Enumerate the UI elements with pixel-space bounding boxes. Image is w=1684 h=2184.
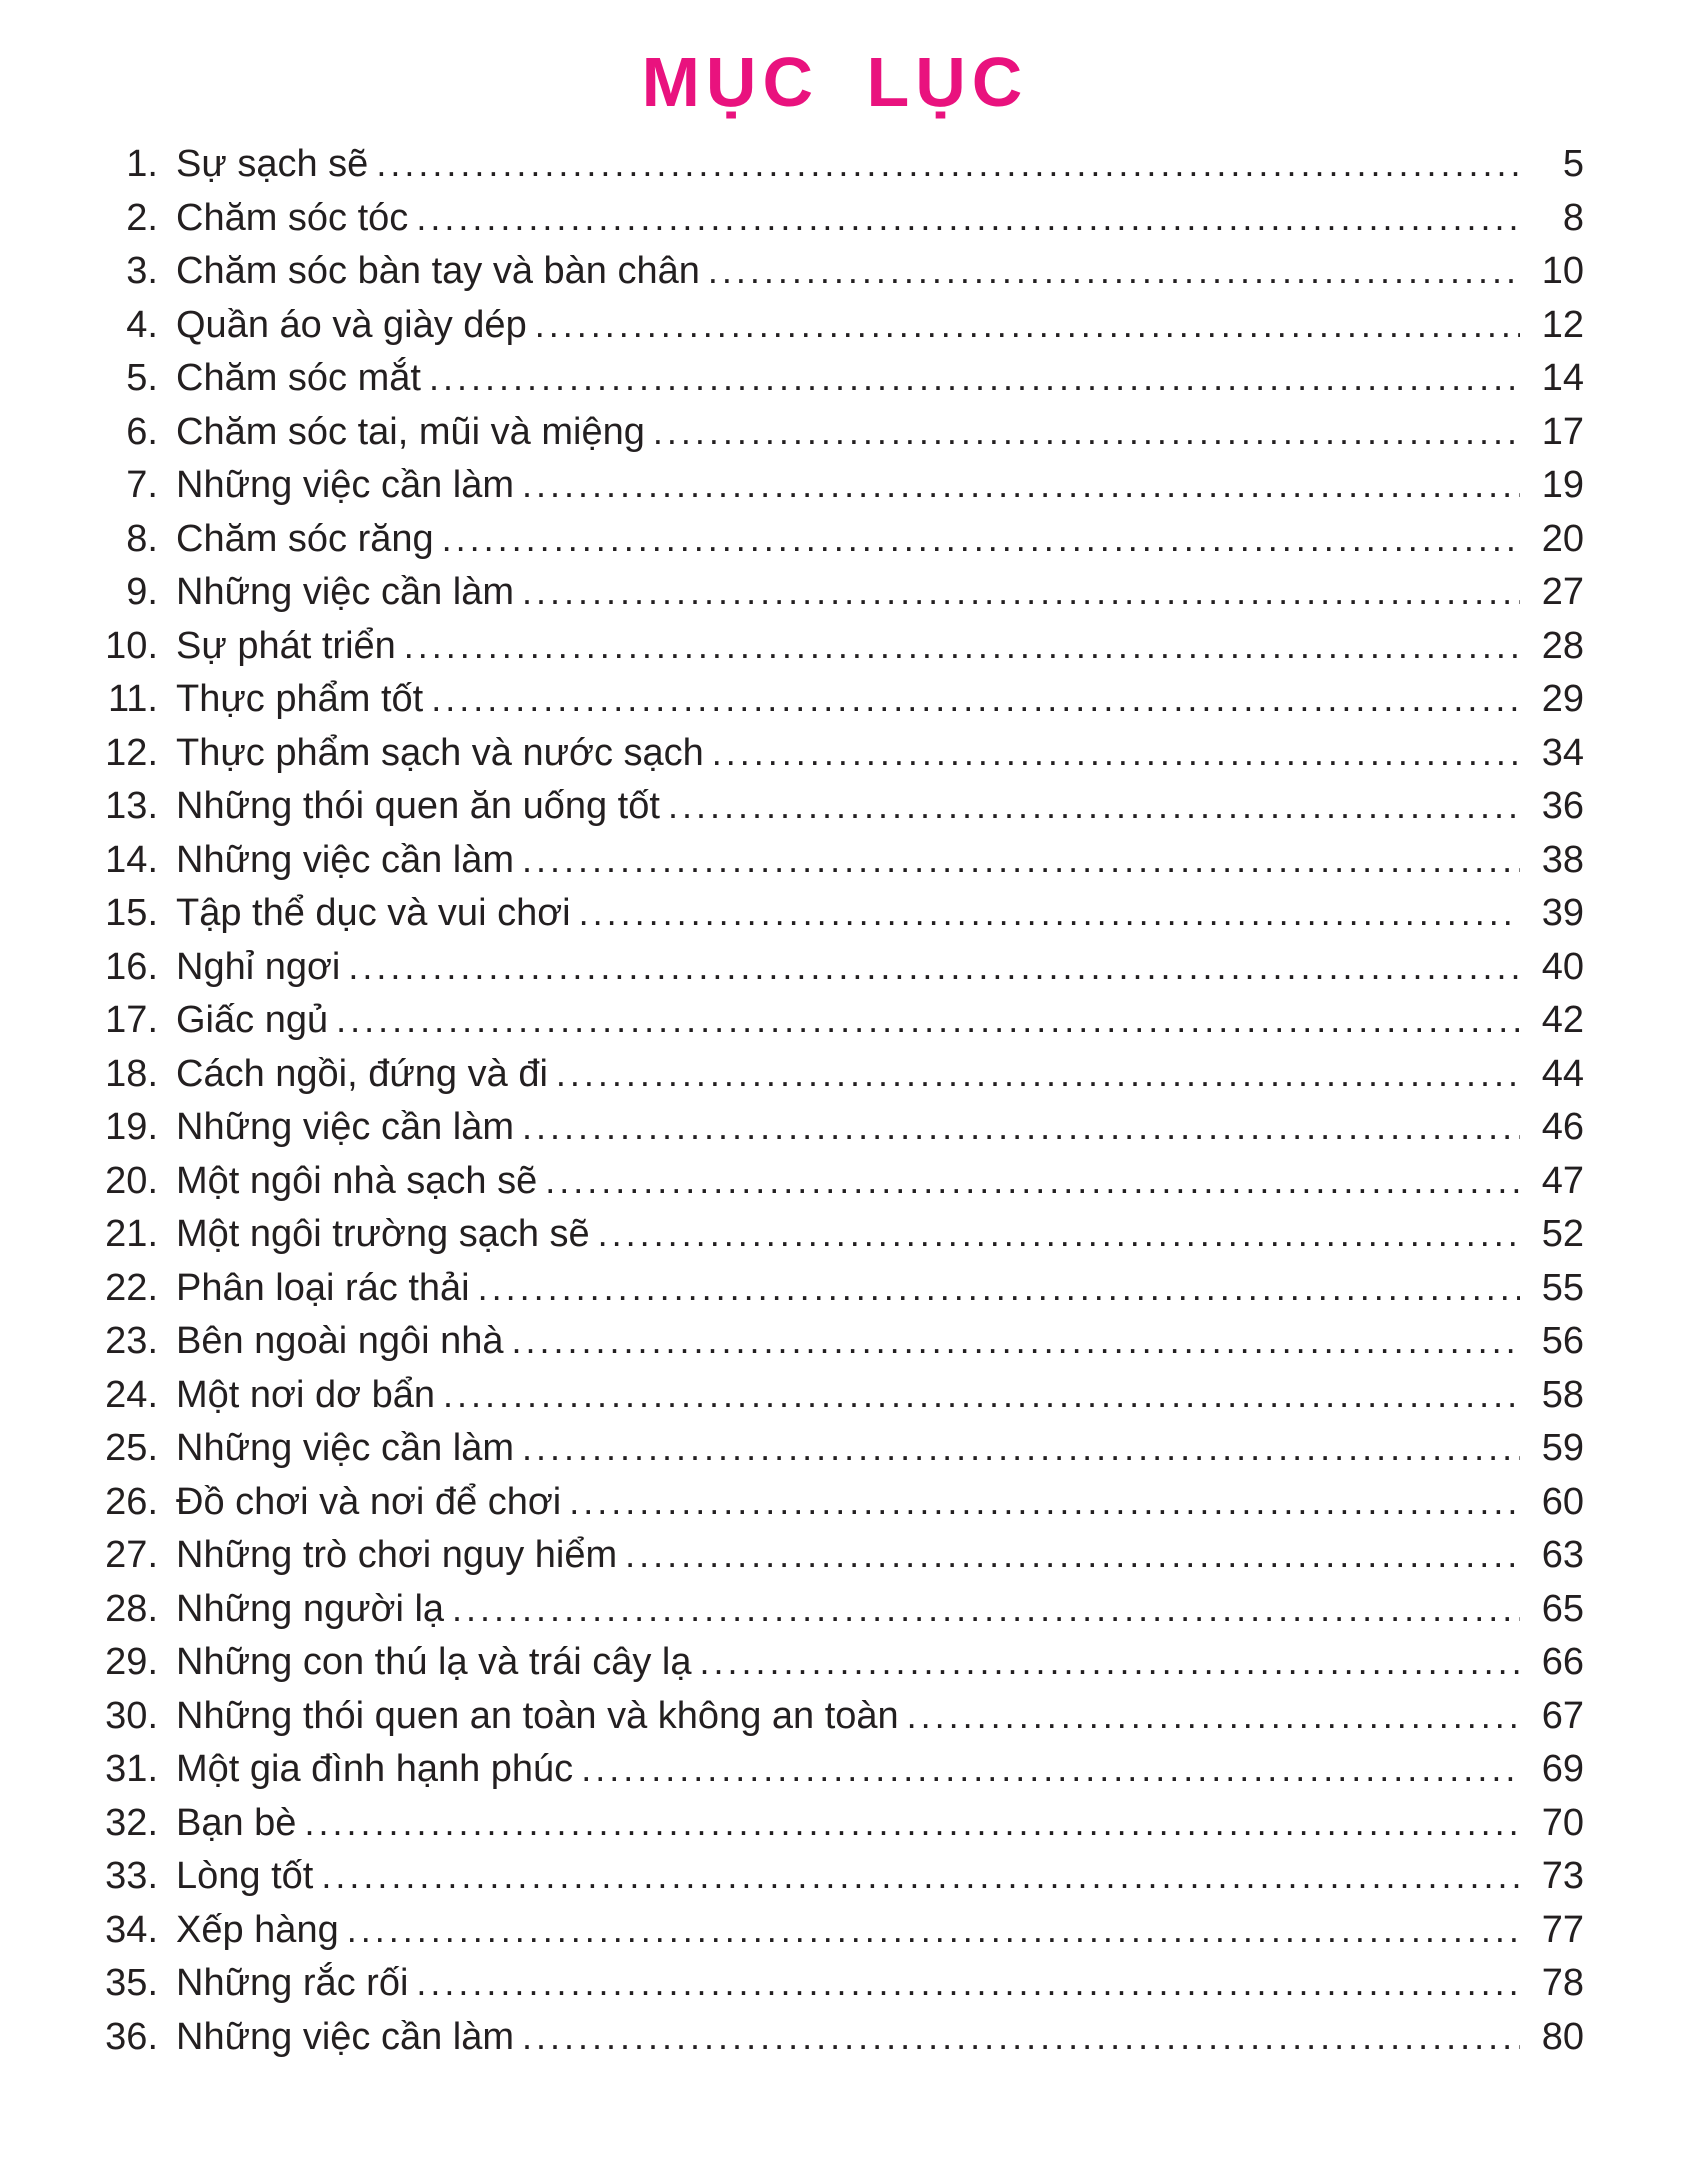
- toc-item-number: 23.: [105, 1320, 158, 1362]
- toc-item-number: 5.: [126, 357, 158, 399]
- toc-item-title: Quần áo và giày dép: [176, 303, 527, 346]
- toc-item-page: 5: [1562, 143, 1584, 185]
- toc-item-number: 9.: [126, 571, 158, 613]
- toc-item-title: Xếp hàng: [176, 1908, 339, 1951]
- toc-item-title: Những người lạ: [176, 1587, 445, 1630]
- toc-item-page: 36: [1541, 785, 1584, 827]
- dot-leader: [712, 732, 1520, 775]
- dot-leader: [376, 143, 1520, 186]
- dot-leader: [700, 1641, 1521, 1684]
- dot-leader: [404, 625, 1520, 668]
- toc-row: [86, 625, 1584, 679]
- toc-item-number: 18.: [105, 1052, 158, 1095]
- toc-item-page: 17: [1541, 410, 1584, 453]
- toc-row: [86, 518, 1584, 572]
- toc-item-number: 17.: [105, 999, 158, 1041]
- toc-item-number: 31.: [105, 1748, 158, 1790]
- dot-leader: [598, 1213, 1520, 1256]
- dot-leader: [579, 892, 1520, 935]
- toc-item-number: 15.: [105, 892, 158, 934]
- toc-row: [86, 1909, 1584, 1963]
- toc-row: [86, 732, 1584, 786]
- toc-item-page: 69: [1541, 1748, 1584, 1790]
- toc-item-number: 7.: [126, 464, 158, 506]
- dot-leader: [431, 678, 1520, 721]
- toc-item-title: Tập thể dục và vui chơi: [176, 892, 571, 934]
- toc-item-page: 28: [1541, 624, 1584, 667]
- toc-item-page: 67: [1541, 1694, 1584, 1737]
- toc-row: [86, 1641, 1584, 1695]
- toc-row: [86, 1534, 1584, 1588]
- toc-item-title: Thực phẩm tốt: [176, 678, 424, 720]
- toc-row: [86, 892, 1584, 946]
- dot-leader: [512, 1320, 1520, 1363]
- toc-item-title: Một nơi dơ bẩn: [176, 1373, 435, 1416]
- toc-item-number: 2.: [126, 196, 158, 239]
- dot-leader: [429, 357, 1520, 400]
- toc-item-number: 20.: [105, 1159, 158, 1202]
- toc-item-number: 26.: [105, 1480, 158, 1523]
- toc-item-title: Chăm sóc tóc: [176, 196, 409, 239]
- toc-item-number: 34.: [105, 1908, 158, 1951]
- dot-leader: [907, 1695, 1520, 1738]
- dot-leader: [347, 1909, 1520, 1952]
- toc-item-title: Những việc cần làm: [176, 464, 515, 506]
- dot-leader: [416, 197, 1520, 240]
- dot-leader: [625, 1534, 1520, 1577]
- toc-item-page: 29: [1541, 678, 1584, 720]
- toc-item-number: 36.: [105, 2015, 158, 2058]
- toc-item-title: Giấc ngủ: [176, 999, 329, 1041]
- toc-item-number: 1.: [126, 143, 158, 185]
- toc-item-title: Chăm sóc bàn tay và bàn chân: [176, 250, 700, 292]
- dot-leader: [443, 1374, 1520, 1417]
- dot-leader: [522, 2016, 1520, 2059]
- toc-item-page: 60: [1541, 1480, 1584, 1523]
- toc-item-title: Chăm sóc mắt: [176, 357, 421, 399]
- toc-row: [86, 1106, 1584, 1160]
- toc-item-page: 56: [1541, 1320, 1584, 1362]
- toc-item-number: 14.: [105, 838, 158, 881]
- toc-item-number: 25.: [105, 1427, 158, 1469]
- toc-item-title: Bạn bè: [176, 1801, 297, 1844]
- toc-item-title: Những việc cần làm: [176, 1427, 515, 1469]
- toc-item-number: 10.: [105, 624, 158, 667]
- toc-item-number: 16.: [105, 945, 158, 988]
- toc-item-page: 44: [1541, 1052, 1584, 1095]
- toc-list: [86, 143, 1584, 2069]
- toc-item-page: 27: [1541, 571, 1584, 613]
- toc-row: [86, 464, 1584, 518]
- toc-row: [86, 1374, 1584, 1428]
- toc-row: [86, 1427, 1584, 1481]
- toc-row: [86, 1695, 1584, 1749]
- toc-item-number: 3.: [126, 250, 158, 292]
- toc-row: [86, 250, 1584, 304]
- toc-item-title: Những thói quen ăn uống tốt: [176, 785, 660, 827]
- toc-item-number: 6.: [126, 410, 158, 453]
- toc-item-title: Những thói quen an toàn và không an toàn: [176, 1694, 899, 1737]
- dot-leader: [416, 1962, 1520, 2005]
- toc-row: [86, 1053, 1584, 1107]
- toc-item-title: Thực phẩm sạch và nước sạch: [176, 731, 704, 774]
- toc-item-number: 12.: [105, 731, 158, 774]
- toc-item-page: 77: [1541, 1908, 1584, 1951]
- dot-leader: [522, 839, 1520, 882]
- toc-item-page: 39: [1541, 892, 1584, 934]
- toc-row: [86, 1855, 1584, 1909]
- dot-leader: [569, 1481, 1520, 1524]
- toc-item-title: Sự phát triển: [176, 624, 396, 667]
- dot-leader: [304, 1802, 1520, 1845]
- toc-row: [86, 678, 1584, 732]
- toc-item-title: Chăm sóc răng: [176, 517, 434, 560]
- toc-item-page: 58: [1541, 1373, 1584, 1416]
- toc-item-number: 13.: [105, 785, 158, 827]
- toc-row: [86, 571, 1584, 625]
- toc-item-page: 40: [1541, 945, 1584, 988]
- toc-item-number: 27.: [105, 1534, 158, 1576]
- toc-item-page: 38: [1541, 838, 1584, 881]
- toc-item-title: Những con thú lạ và trái cây lạ: [176, 1641, 692, 1683]
- page-title: MỤC LỤC: [641, 43, 1029, 121]
- toc-item-title: Một gia đình hạnh phúc: [176, 1748, 574, 1790]
- toc-row: [86, 1160, 1584, 1214]
- toc-item-number: 11.: [107, 678, 158, 720]
- toc-item-number: 35.: [105, 1962, 158, 2004]
- toc-item-title: Chăm sóc tai, mũi và miệng: [176, 410, 645, 453]
- toc-row: [86, 839, 1584, 893]
- dot-leader: [668, 785, 1520, 828]
- toc-item-title: Bên ngoài ngôi nhà: [176, 1320, 504, 1362]
- toc-item-page: 10: [1541, 250, 1584, 292]
- toc-row: [86, 785, 1584, 839]
- toc-item-number: 4.: [126, 303, 158, 346]
- toc-row: [86, 1320, 1584, 1374]
- dot-leader: [581, 1748, 1520, 1791]
- toc-item-number: 24.: [105, 1373, 158, 1416]
- toc-row: [86, 143, 1584, 197]
- toc-item-page: 12: [1541, 303, 1584, 346]
- toc-item-title: Sự sạch sẽ: [176, 143, 369, 185]
- toc-item-page: 20: [1541, 517, 1584, 560]
- toc-item-page: 34: [1541, 731, 1584, 774]
- toc-item-number: 19.: [105, 1106, 158, 1148]
- toc-item-title: Một ngôi nhà sạch sẽ: [176, 1159, 538, 1202]
- toc-item-page: 80: [1541, 2015, 1584, 2058]
- toc-item-page: 65: [1541, 1587, 1584, 1630]
- toc-row: [86, 1802, 1584, 1856]
- dot-leader: [452, 1588, 1520, 1631]
- dot-leader: [545, 1160, 1520, 1203]
- toc-row: [86, 1588, 1584, 1642]
- toc-item-page: 46: [1541, 1106, 1584, 1148]
- toc-item-number: 29.: [105, 1641, 158, 1683]
- toc-item-page: 63: [1541, 1534, 1584, 1576]
- toc-row: [86, 1748, 1584, 1802]
- toc-row: [86, 2016, 1584, 2070]
- toc-item-title: Lòng tốt: [176, 1855, 314, 1897]
- toc-row: [86, 357, 1584, 411]
- toc-item-page: 55: [1541, 1266, 1584, 1309]
- dot-leader: [535, 304, 1520, 347]
- toc-row: [86, 999, 1584, 1053]
- toc-row: [86, 1962, 1584, 2016]
- dot-leader: [522, 1106, 1520, 1149]
- toc-row: [86, 1213, 1584, 1267]
- dot-leader: [336, 999, 1520, 1042]
- toc-item-title: Đồ chơi và nơi để chơi: [176, 1480, 562, 1523]
- toc-item-number: 8.: [126, 517, 158, 560]
- toc-item-title: Những rắc rối: [176, 1962, 409, 2004]
- toc-item-page: 19: [1541, 464, 1584, 506]
- toc-item-title: Nghỉ ngơi: [176, 945, 341, 988]
- toc-item-page: 78: [1541, 1962, 1584, 2004]
- toc-row: [86, 304, 1584, 358]
- toc-item-page: 66: [1541, 1641, 1584, 1683]
- dot-leader: [653, 411, 1520, 454]
- dot-leader: [478, 1267, 1520, 1310]
- toc-item-title: Một ngôi trường sạch sẽ: [176, 1213, 590, 1255]
- toc-item-page: 47: [1541, 1159, 1584, 1202]
- toc-item-page: 42: [1541, 999, 1584, 1041]
- dot-leader: [321, 1855, 1520, 1898]
- toc-item-page: 14: [1541, 357, 1584, 399]
- toc-item-page: 73: [1541, 1855, 1584, 1897]
- toc-item-title: Những việc cần làm: [176, 571, 515, 613]
- toc-item-title: Phân loại rác thải: [176, 1266, 470, 1309]
- toc-item-number: 33.: [105, 1855, 158, 1897]
- toc-row: [86, 1481, 1584, 1535]
- toc-row: [86, 197, 1584, 251]
- toc-item-number: 21.: [105, 1213, 158, 1255]
- dot-leader: [522, 464, 1520, 507]
- dot-leader: [522, 1427, 1520, 1470]
- toc-item-title: Những việc cần làm: [176, 2015, 515, 2058]
- dot-leader: [442, 518, 1520, 561]
- toc-item-title: Những việc cần làm: [176, 838, 515, 881]
- toc-item-title: Những trò chơi nguy hiểm: [176, 1534, 618, 1576]
- toc-row: [86, 1267, 1584, 1321]
- toc-item-number: 28.: [105, 1587, 158, 1630]
- dot-leader: [556, 1053, 1520, 1096]
- toc-item-page: 52: [1541, 1213, 1584, 1255]
- toc-item-page: 59: [1541, 1427, 1584, 1469]
- toc-item-number: 32.: [105, 1801, 158, 1844]
- dot-leader: [522, 571, 1520, 614]
- toc-item-title: Những việc cần làm: [176, 1106, 515, 1148]
- toc-item-number: 22.: [105, 1266, 158, 1309]
- toc-item-page: 70: [1541, 1801, 1584, 1844]
- toc-item-title: Cách ngồi, đứng và đi: [176, 1052, 548, 1095]
- toc-item-number: 30.: [105, 1694, 158, 1737]
- toc-row: [86, 946, 1584, 1000]
- dot-leader: [708, 250, 1520, 293]
- toc-row: [86, 411, 1584, 465]
- dot-leader: [348, 946, 1520, 989]
- toc-item-page: 8: [1562, 196, 1584, 239]
